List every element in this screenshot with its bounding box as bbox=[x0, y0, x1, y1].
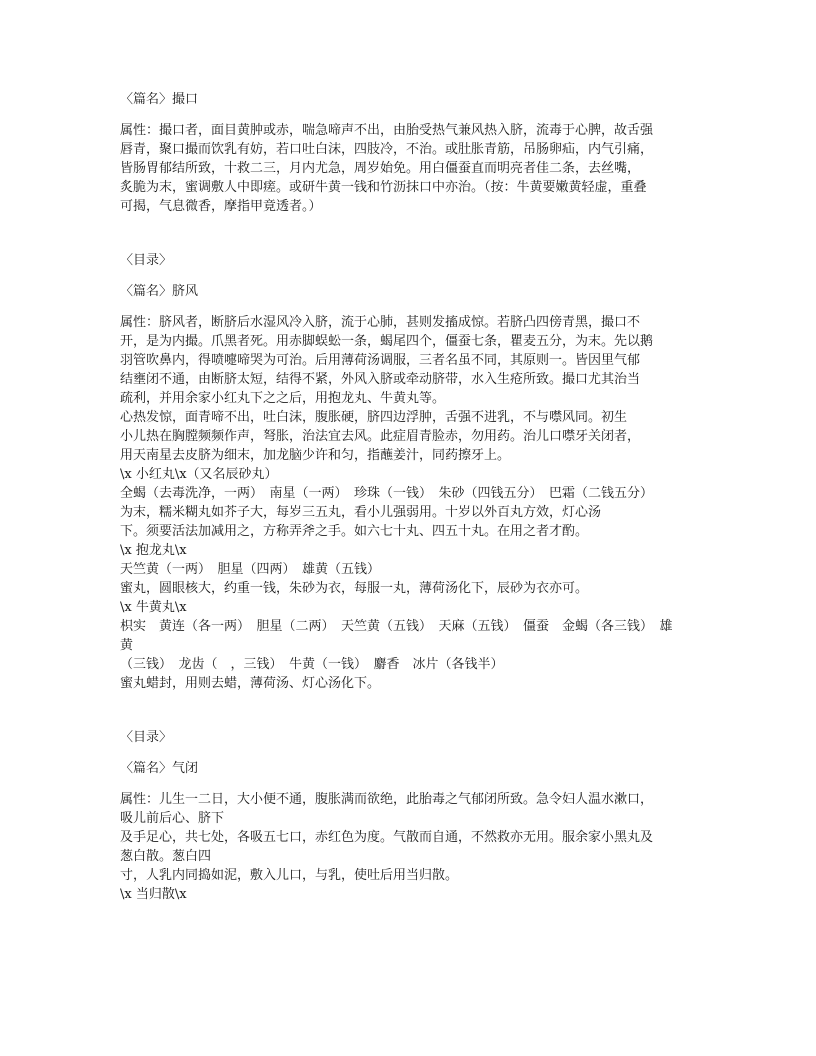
body-line: 全蝎（去毒洗净，一两） 南星（一两） 珍珠（一钱） 朱砂（四钱五分） 巴霜（二钱五分） bbox=[120, 486, 654, 501]
section-body bbox=[120, 790, 705, 904]
body-line: 吸儿前后心、脐下 bbox=[120, 811, 225, 826]
body-line: 及手足心，共七处，各吸五七口，赤红色为度。气散而自通，不然救亦无用。服余家小黑丸及 bbox=[120, 830, 654, 845]
body-line: 结壅闭不通，由断脐太短，结得不紧，外风入脐或牵动脐带，水入生疮所致。撮口尤其治当 bbox=[120, 372, 641, 387]
toc-marker: 〈目录〉 bbox=[120, 730, 173, 745]
body-line: 小儿热在胸膛频频作声，弩胀，治法宜去风。此症眉青脸赤，勿用药。治儿口噤牙关闭者， bbox=[120, 429, 641, 444]
body-line: 皆肠胃郁结所致，十救二三，月内尤急，周岁始免。用白僵蚕直而明亮者佳二条，去丝嘴， bbox=[120, 161, 641, 176]
body-line: 天竺黄（一两） 胆星（四两） 雄黄（五钱） bbox=[120, 562, 381, 577]
body-line: 开，是为内撮。爪黑者死。用赤脚蜈蚣一条，蝎尾四个，僵蚕七条，瞿麦五分，为末。先以鹅 bbox=[120, 334, 654, 349]
body-line: 属性：儿生一二日，大小便不通，腹胀满而欲绝，此胎毒之气郁闭所致。急令妇人温水漱口， bbox=[120, 792, 654, 807]
body-line: 羽管吹鼻内，得喷嚏啼哭为可治。后用薄荷汤调服，三者名虽不同，其原则一。皆因里气郁 bbox=[120, 353, 641, 368]
section-heading: 〈篇名〉脐风 bbox=[120, 284, 199, 299]
section-cuokou bbox=[120, 90, 705, 216]
body-line: 心热发惊，面青啼不出，吐白沫，腹胀硬，脐四边浮肿，舌强不进乳，不与噤风同。初生 bbox=[120, 410, 628, 425]
body-line: 疏利，并用余家小红丸下之之后，用抱龙丸、牛黄丸等。 bbox=[120, 391, 446, 406]
body-line: 用天南星去皮脐为细末，加龙脑少许和匀，指蘸姜汁，同药擦牙上。 bbox=[120, 448, 511, 463]
formula-title: \x 当归散\x bbox=[120, 887, 187, 902]
section-heading: 〈篇名〉气闭 bbox=[120, 761, 199, 776]
body-line: 为末，糯米糊丸如芥子大，每岁三五丸，看小儿强弱用。十岁以外百丸方效，灯心汤 bbox=[120, 505, 602, 520]
formula-title: \x 抱龙丸\x bbox=[120, 543, 187, 558]
section-qifeng bbox=[120, 251, 705, 693]
body-line: 下。须要活法加减用之，方称弄斧之手。如六七十丸、四五十丸。在用之者才酌。 bbox=[120, 524, 589, 539]
body-line: 黄 bbox=[120, 638, 134, 653]
body-line: 枳实 黄连（各一两） 胆星（二两） 天竺黄（五钱） 天麻（五钱） 僵蚕 金蝎（各三钱） 雄 bbox=[120, 619, 673, 634]
formula-title: \x 小红丸\x（又名辰砂丸） bbox=[120, 467, 278, 482]
body-line: 属性：撮口者，面目黄肿或赤，喘急啼声不出，由胎受热气兼风热入脐，流毒于心脾，故舌强 bbox=[120, 123, 654, 138]
body-line: 寸，人乳内同捣如泥，敷入儿口，与乳，使吐后用当归散。 bbox=[120, 868, 459, 883]
body-line: 蜜丸，圆眼核大，约重一钱，朱砂为衣，每服一丸，薄荷汤化下，辰砂为衣亦可。 bbox=[120, 581, 589, 596]
section-qibi bbox=[120, 728, 705, 904]
document-page bbox=[120, 90, 705, 904]
body-line: 可揭，气息微香，摩指甲竟透者。） bbox=[120, 199, 322, 214]
body-line: 炙脆为末，蜜调敷人中即瘥。或研牛黄一钱和竹沥抹口中亦治。（按：牛黄要嫩黄轻虚，重叠 bbox=[120, 180, 647, 195]
body-line: 属性：脐风者，断脐后水湿风冷入脐，流于心肺，甚则发搐成惊。若脐凸四傍青黑，撮口不 bbox=[120, 315, 641, 330]
section-body bbox=[120, 313, 705, 693]
section-heading: 〈篇名〉撮口 bbox=[120, 92, 199, 107]
body-line: （三钱） 龙齿（ ，三钱） 牛黄（一钱） 麝香 冰片（各钱半） bbox=[120, 657, 504, 672]
body-line: 葱白散。葱白四 bbox=[120, 849, 212, 864]
section-body bbox=[120, 121, 705, 216]
body-line: 蜜丸蜡封，用则去蜡，薄荷汤、灯心汤化下。 bbox=[120, 676, 381, 691]
toc-marker: 〈目录〉 bbox=[120, 253, 173, 268]
body-line: 唇青，聚口撮而饮乳有妨，若口吐白沫，四肢冷，不治。或肚胀青筋，吊肠卵疝，内气引痛， bbox=[120, 142, 654, 157]
formula-title: \x 牛黄丸\x bbox=[120, 600, 187, 615]
